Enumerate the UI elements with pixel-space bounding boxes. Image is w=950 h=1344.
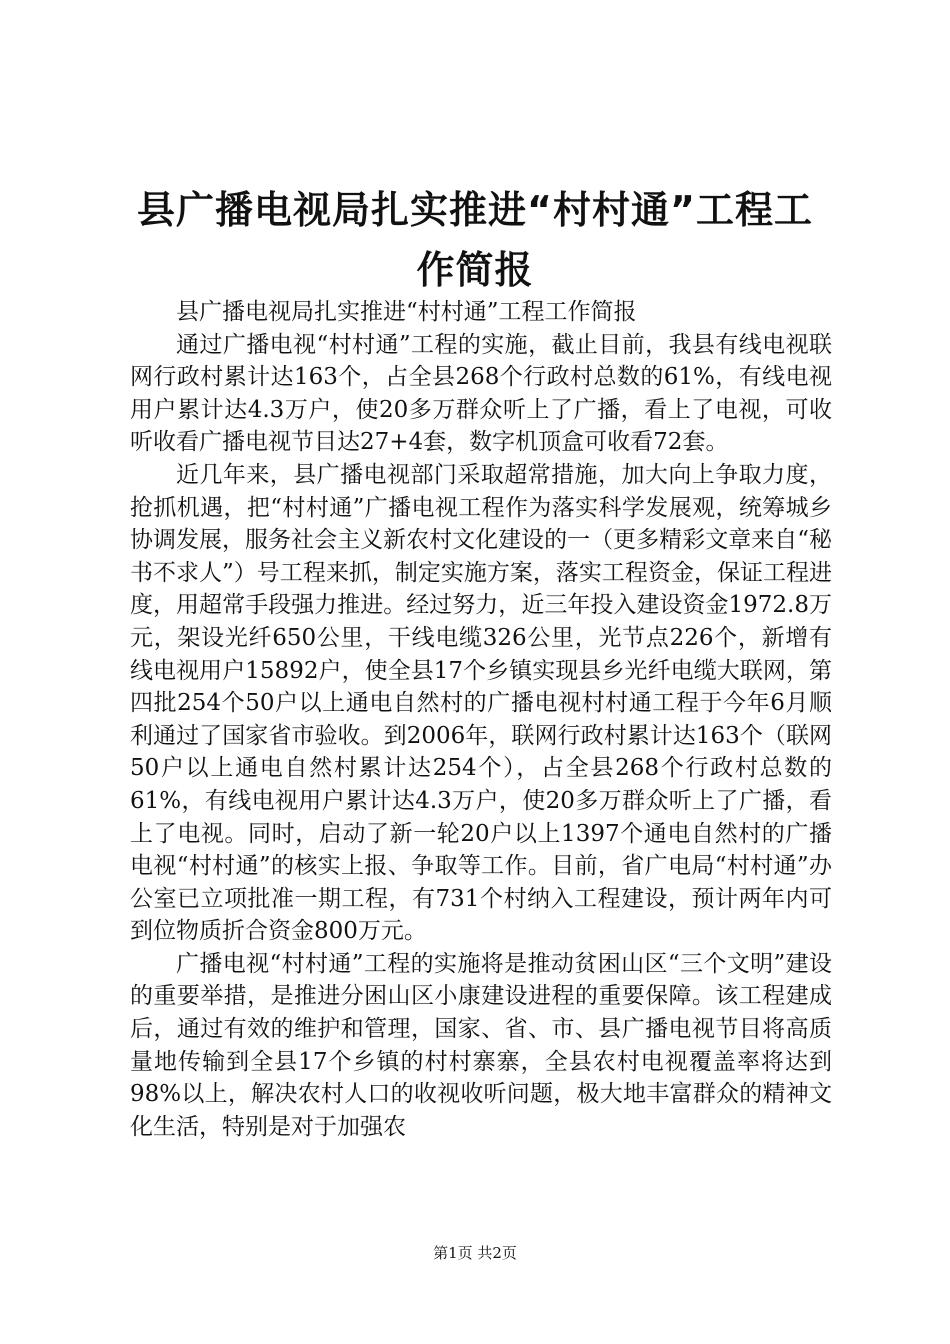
body-paragraph-1: 通过广播电视“村村通”工程的实施，截止目前，我县有线电视联网行政村累计达163个，占全县268个行政村总数的61%，有线电视用户累计达4.3万户，使20多万群众听上了广播，看上了电视，可收听收看广播电视节目达27+4套，数字机顶盒可收看72套。 (130, 331, 832, 456)
document-title: 县广播电视局扎实推进“村村通”工程工作简报 (137, 188, 813, 292)
page-footer: 第1页 共2页 (433, 1244, 517, 1262)
body-paragraph-2: 近几年来，县广播电视部门采取超常措施，加大向上争取力度，抢抓机遇，把“村村通”广播电视工程作为落实科学发展观，统筹城乡协调发展，服务社会主义新农村文化建设的一（更多精彩文章来自“秘书不求人”）号工程来抓，制定实施方案，落实工程资金，保证工程进度，用超常手段强力推进。经过努力，近三年投入建设资金1972.8万元，架设光纤650公里，干线电缆326公里，光节点226个，新增有线电视用户15892户，使全县17个乡镇实现县乡光纤电缆大联网，第四批254个50户以上通电自然村的广播电视村村通工程于今年6月顺利通过了国家省市验收。到2006年，联网行政村累计达163个（联网50户以上通电自然村累计达254个），占全县268个行政村总数的61%，有线电视用户累计达4.3万户，使20多万群众听上了广播，看上了电视。同时，启动了新一轮20户以上1397个通电自然村的广播电视“村村通”的核实上报、争取等工作。目前，省广电局“村村通”办公室已立项批准一期工程，有731个村纳入工程建设，预计两年内可到位物质折合资金800万元。 (130, 461, 832, 945)
body-paragraph-3: 广播电视“村村通”工程的实施将是推动贫困山区“三个文明”建设的重要举措，是推进分困山区小康建设进程的重要保障。该工程建成后，通过有效的维护和管理，国家、省、市、县广播电视节目将高质量地传输到全县17个乡镇的村村寨寨，全县农村电视覆盖率将达到98%以上，解决农村人口的收视收听问题，极大地丰富群众的精神文化生活，特别是对于加强农 (130, 950, 832, 1140)
document-body (130, 296, 832, 1143)
body-paragraph-subtitle: 县广播电视局扎实推进“村村通”工程工作简报 (176, 299, 637, 325)
